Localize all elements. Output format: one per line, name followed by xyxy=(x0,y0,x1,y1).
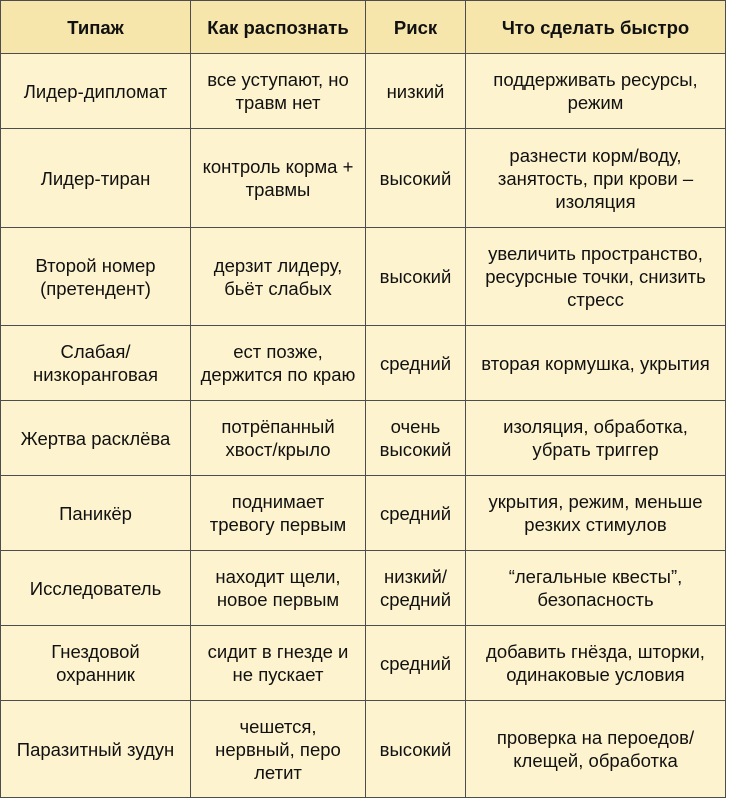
cell-type: Исследователь xyxy=(1,551,191,626)
cell-quick-action: “легальные квесты”, безопасность xyxy=(466,551,726,626)
table-row xyxy=(1,54,726,129)
header-row xyxy=(1,1,726,54)
table-row xyxy=(1,626,726,701)
cell-quick-action: увеличить пространство, ресурсные точки, снизить стресс xyxy=(466,228,726,326)
cell-risk: высокий xyxy=(366,129,466,228)
cell-type: Паникёр xyxy=(1,476,191,551)
cell-how-to-recognize: контроль корма + травмы xyxy=(191,129,366,228)
header-how-to-recognize: Как распознать xyxy=(191,1,366,54)
cell-how-to-recognize: все уступают, но травм нет xyxy=(191,54,366,129)
cell-risk: средний xyxy=(366,326,466,401)
table-row xyxy=(1,228,726,326)
cell-risk: высокий xyxy=(366,228,466,326)
table-row xyxy=(1,701,726,798)
cell-how-to-recognize: чешется, нервный, перо летит xyxy=(191,701,366,798)
cell-type: Жертва расклёва xyxy=(1,401,191,476)
cell-type: Гнездовой охранник xyxy=(1,626,191,701)
cell-risk: низкий xyxy=(366,54,466,129)
cell-risk: низкий/ средний xyxy=(366,551,466,626)
table-row xyxy=(1,326,726,401)
cell-risk: очень высокий xyxy=(366,401,466,476)
cell-quick-action: проверка на пероедов/ клещей, обработка xyxy=(466,701,726,798)
cell-how-to-recognize: поднимает тревогу первым xyxy=(191,476,366,551)
cell-how-to-recognize: сидит в гнезде и не пускает xyxy=(191,626,366,701)
cell-quick-action: изоляция, обработка, убрать триггер xyxy=(466,401,726,476)
cell-how-to-recognize: находит щели, новое первым xyxy=(191,551,366,626)
cell-type: Паразитный зудун xyxy=(1,701,191,798)
cell-how-to-recognize: ест позже, держится по краю xyxy=(191,326,366,401)
cell-type: Лидер-дипломат xyxy=(1,54,191,129)
cell-type: Слабая/ низкоранговая xyxy=(1,326,191,401)
table-row xyxy=(1,401,726,476)
header-type: Типаж xyxy=(1,1,191,54)
table-row xyxy=(1,476,726,551)
cell-quick-action: укрытия, режим, меньше резких стимулов xyxy=(466,476,726,551)
cell-type: Второй номер (претендент) xyxy=(1,228,191,326)
cell-risk: средний xyxy=(366,626,466,701)
cell-risk: высокий xyxy=(366,701,466,798)
cell-quick-action: добавить гнёзда, шторки, одинаковые условия xyxy=(466,626,726,701)
table-row xyxy=(1,129,726,228)
cell-quick-action: вторая кормушка, укрытия xyxy=(466,326,726,401)
cell-type: Лидер-тиран xyxy=(1,129,191,228)
cell-quick-action: разнести корм/воду, занятость, при крови – изоляция xyxy=(466,129,726,228)
cell-how-to-recognize: потрёпанный хвост/крыло xyxy=(191,401,366,476)
header-quick-action: Что сделать быстро xyxy=(466,1,726,54)
cell-how-to-recognize: дерзит лидеру, бьёт слабых xyxy=(191,228,366,326)
cell-quick-action: поддерживать ресурсы, режим xyxy=(466,54,726,129)
header-risk: Риск xyxy=(366,1,466,54)
cell-risk: средний xyxy=(366,476,466,551)
table-row xyxy=(1,551,726,626)
